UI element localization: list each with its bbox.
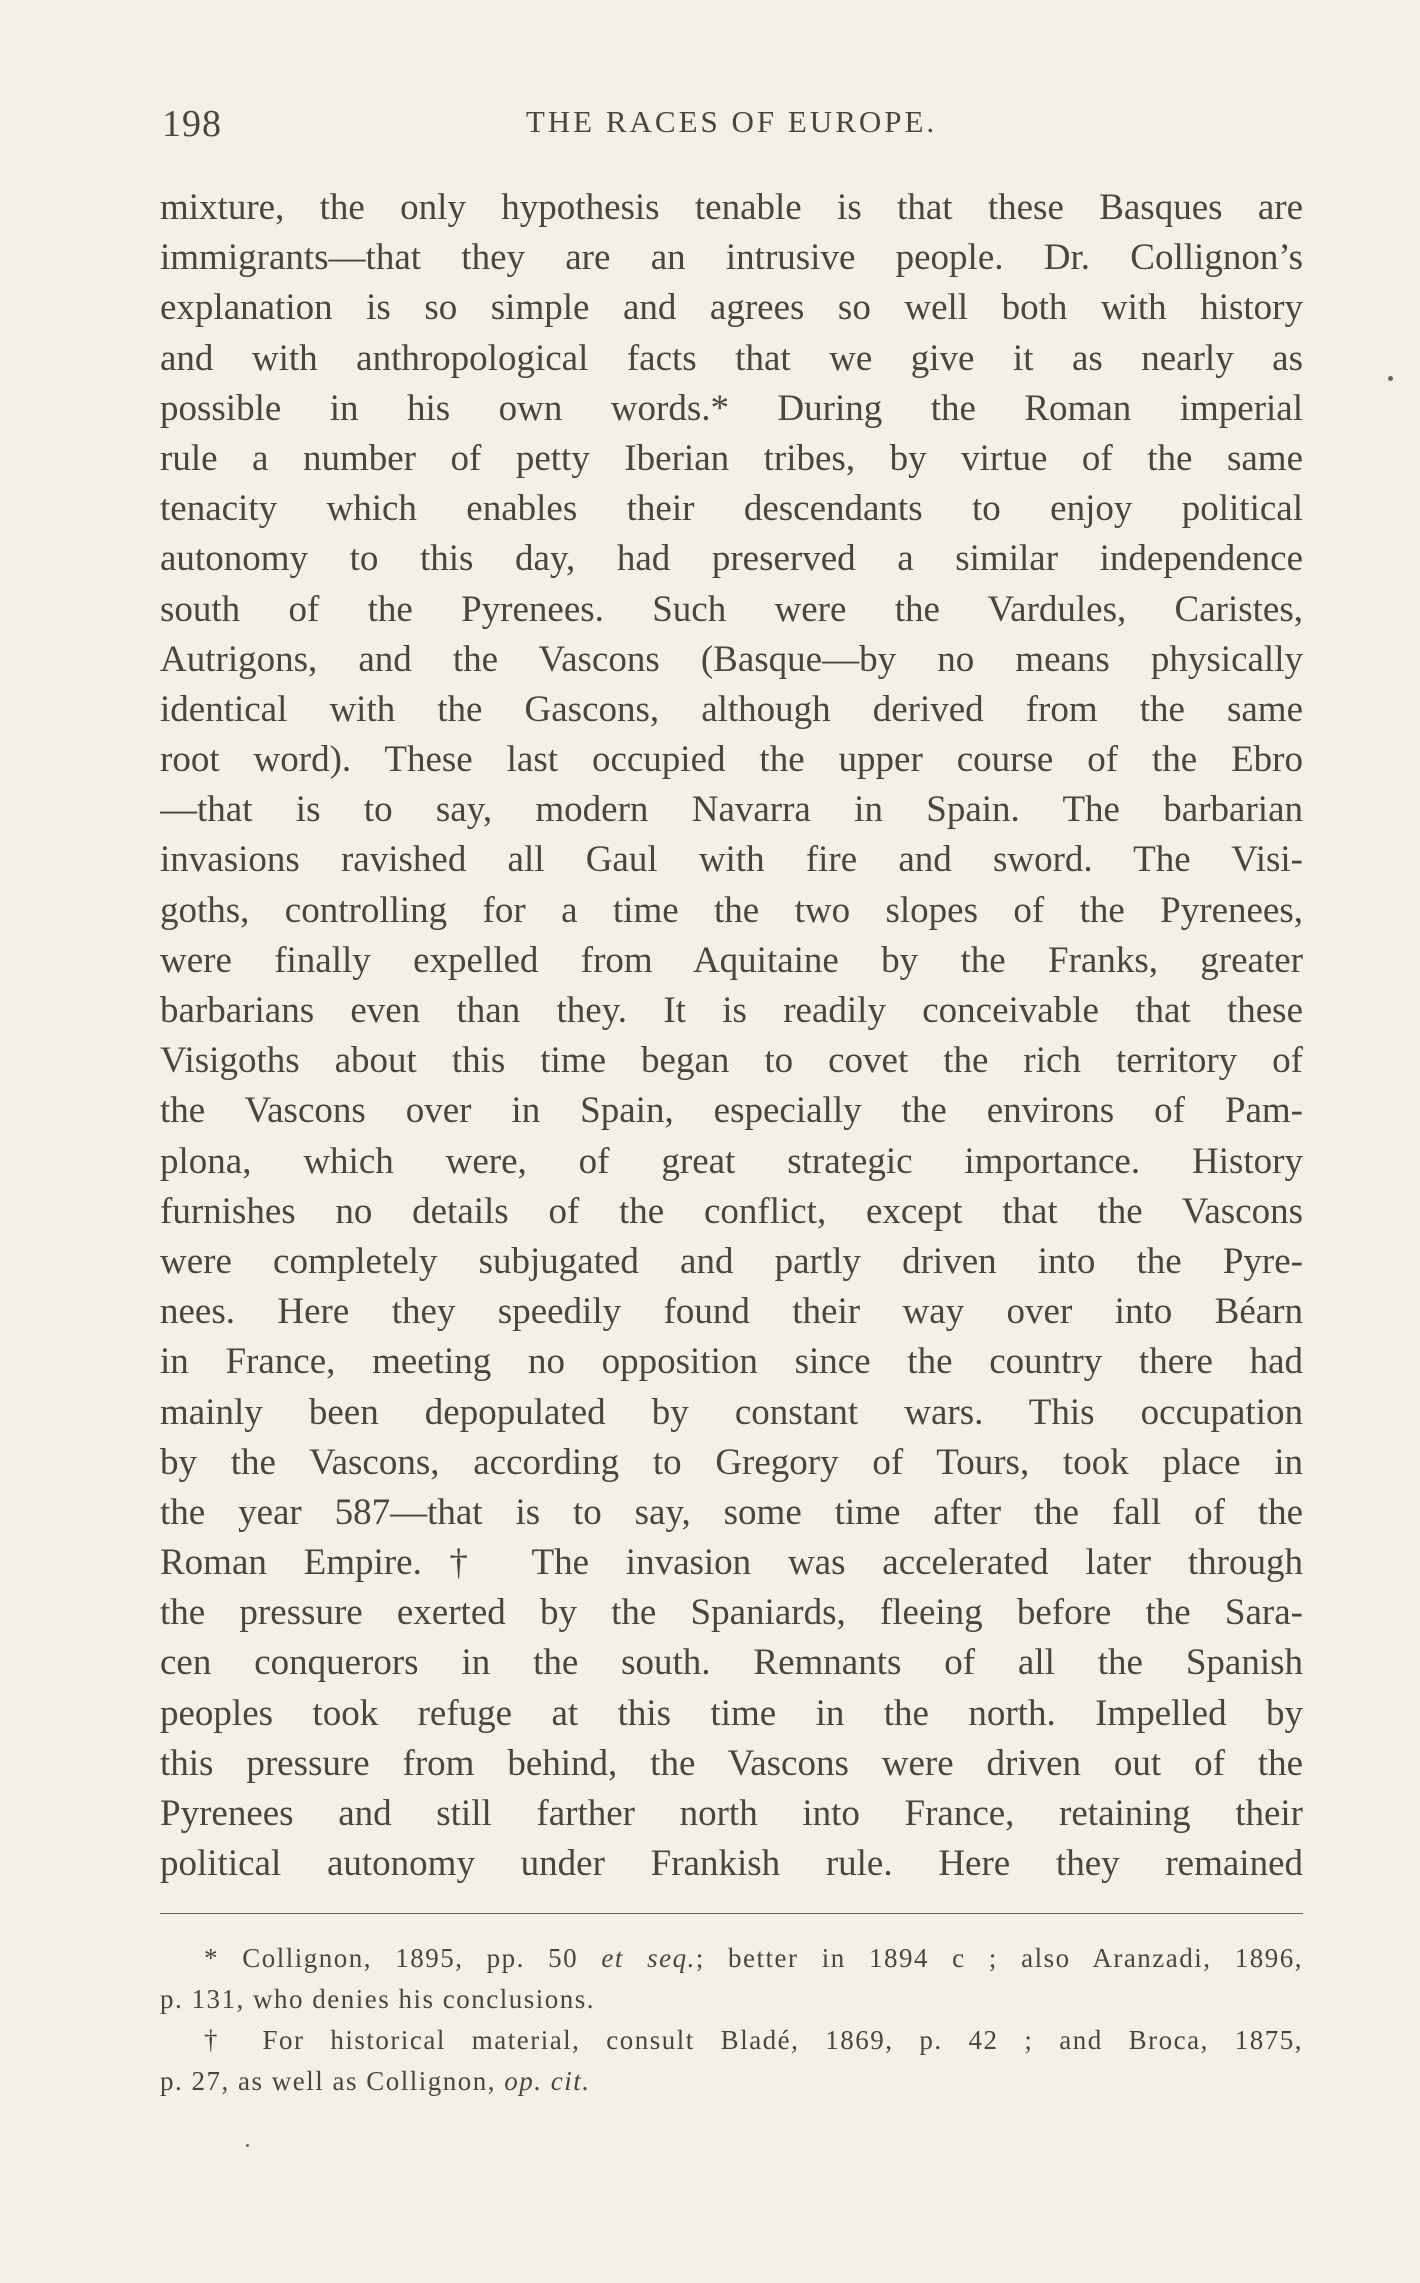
body-line: plona, which were, of great strategic importance. History — [160, 1140, 1303, 1182]
body-line: possible in his own words.* During the Roman imperial — [160, 387, 1303, 429]
running-head: THE RACES OF EUROPE. — [525, 104, 938, 139]
body-text — [160, 183, 1303, 1889]
body-line: Autrigons, and the Vascons (Basque—by no means physically — [160, 638, 1303, 680]
body-line: Visigoths about this time began to covet the rich territory of — [160, 1040, 1303, 1082]
page-header — [160, 96, 1303, 146]
body-line: Roman Empire.† The invasion was accelerated later through — [160, 1542, 1303, 1584]
body-line: were completely subjugated and partly driven into the Pyre- — [160, 1240, 1303, 1282]
ink-speck — [1388, 376, 1393, 381]
body-line: the year 587—that is to say, some time after the fall of the — [160, 1491, 1303, 1533]
footnote-divider — [160, 1913, 1303, 1914]
body-line: south of the Pyrenees. Such were the Vardules, Caristes, — [160, 588, 1303, 630]
body-line: mixture, the only hypothesis tenable is that these Basques are — [160, 187, 1303, 228]
body-line: political autonomy under Frankish rule. Here they remained — [160, 1843, 1303, 1885]
body-line: identical with the Gascons, although derived from the same — [160, 688, 1303, 730]
footnote-2-continuation — [160, 2061, 1303, 2102]
body-line: the Vascons over in Spain, especially the environs of Pam- — [160, 1090, 1303, 1132]
footnote-2: † For historical material, consult Bladé, 1869, p. 42 ; and Broca, 1875, — [204, 2025, 1303, 2055]
body-line: autonomy to this day, had preserved a similar independence — [160, 538, 1303, 580]
body-line: barbarians even than they. It is readily conceivable that these — [160, 990, 1303, 1031]
footnote-1-text: * Collignon, 1895, pp. 50 — [204, 1943, 602, 1973]
footnote-1-text-cont: ; better in 1894 c ; also Aranzadi, 1896, — [695, 1943, 1303, 1973]
body-line: by the Vascons, according to Gregory of Tours, took place in — [160, 1441, 1303, 1483]
body-line: nees. Here they speedily found their way over into Béarn — [160, 1291, 1303, 1333]
body-line: Pyrenees and still farther north into France, retaining their — [160, 1793, 1303, 1834]
footnote-2-italic: op. cit. — [504, 2066, 591, 2096]
body-line: root word). These last occupied the upper course of the Ebro — [160, 739, 1303, 781]
footnote-1-italic: et seq. — [601, 1943, 696, 1973]
body-line: —that is to say, modern Navarra in Spain. The barbarian — [160, 789, 1303, 831]
body-line: tenacity which enables their descendants to enjoy political — [160, 488, 1303, 530]
footnote-1 — [160, 1938, 1303, 1979]
body-line: were finally expelled from Aquitaine by the Franks, greater — [160, 939, 1303, 981]
footnote-2-text: p. 27, as well as Collignon, — [160, 2066, 505, 2096]
body-line: immigrants—that they are an intrusive people. Dr. Collignon’s — [160, 237, 1303, 279]
body-line: furnishes no details of the conflict, except that the Vascons — [160, 1190, 1303, 1232]
body-line: cen conquerors in the south. Remnants of all the Spanish — [160, 1642, 1303, 1684]
body-line: explanation is so simple and agrees so well both with history — [160, 287, 1303, 329]
body-line: the pressure exerted by the Spaniards, fleeing before the Sara- — [160, 1592, 1303, 1634]
body-line: this pressure from behind, the Vascons were driven out of the — [160, 1742, 1303, 1784]
body-line: peoples took refuge at this time in the north. Impelled by — [160, 1692, 1303, 1734]
body-line: invasions ravished all Gaul with fire and sword. The Visi- — [160, 839, 1303, 881]
body-line: rule a number of petty Iberian tribes, by virtue of the same — [160, 437, 1303, 479]
footnote-1-continuation: p. 131, who denies his conclusions. — [160, 1984, 595, 2014]
body-line: in France, meeting no opposition since the country there had — [160, 1341, 1303, 1383]
body-line: goths, controlling for a time the two slopes of the Pyrenees, — [160, 889, 1303, 931]
body-line: and with anthropological facts that we give it as nearly as — [160, 337, 1303, 379]
footnotes — [160, 1938, 1303, 2102]
page-number: 198 — [162, 103, 222, 145]
ink-speck — [246, 2144, 249, 2147]
body-line: mainly been depopulated by constant wars. This occupation — [160, 1391, 1303, 1433]
